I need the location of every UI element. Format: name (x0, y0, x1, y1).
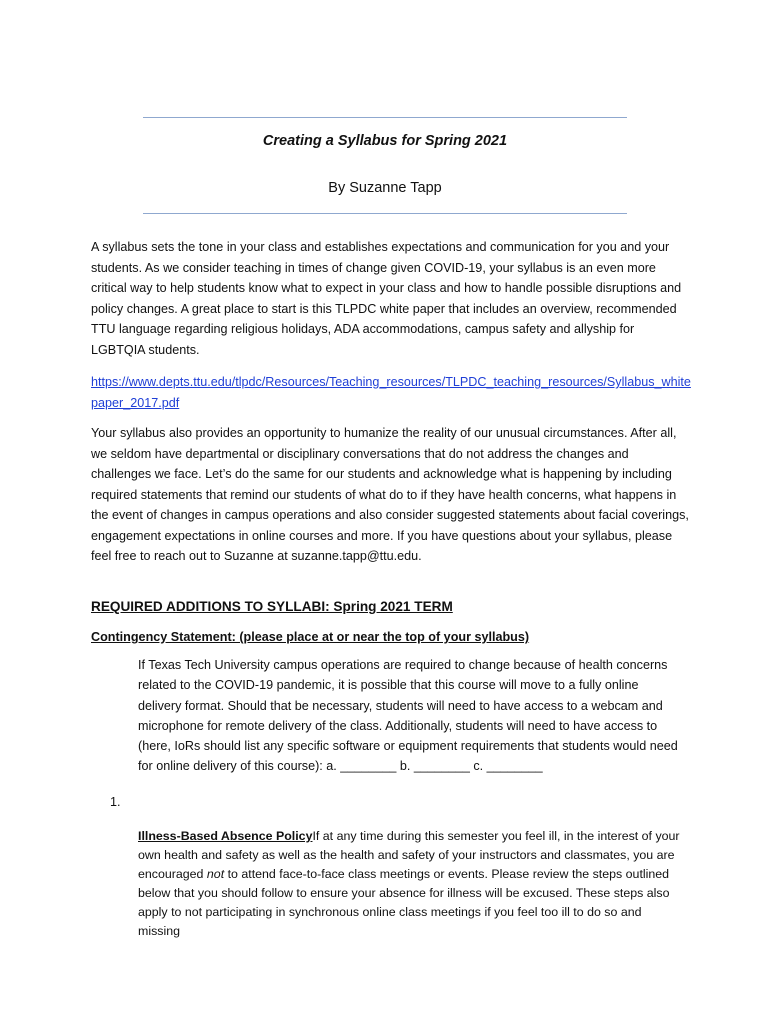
contingency-statement: If Texas Tech University campus operations are required to change because of health concerns related to the COVID-19 pandemic, it is possible that this course will move to a fully online delivery format. Should that be necessary, students will need to have access to a webcam and microphone for remote delivery of the class. Additionally, students will need to have access to (here, IoRs should list any specific software or equipment requirements that students would need for online delivery of this course): a. ________ b. ________ c. ________ (138, 658, 678, 774)
contingency-heading: Contingency Statement: (please place at or near the top of your syllabus) (91, 630, 530, 644)
illness-not-emphasis: not (206, 866, 225, 881)
intro-paragraph: A syllabus sets the tone in your class and establishes expectations and communication for you and your students. As we consider teaching in times of change given COVID-19, your syllabus is an even more critical way to help students know what to expect in your class and how to handle possible disruptions and policy changes. A great place to start is this TLPDC white paper that includes an overview, recommended TTU language regarding religious holidays, ADA accommodations, campus safety and allyship for LGBTQIA students. (91, 240, 682, 357)
illness-text-start: If at any time during this semester you feel ill, in the interest of your own health and safety as well as the health and safety of your instructors and classmates, you are encouraged (138, 829, 680, 881)
illness-policy-heading: Illness-Based Absence Policy (138, 829, 313, 843)
bottom-rule (143, 213, 627, 214)
illness-text-end: to attend face-to-face class meetings or events. Please review the steps outlined below that you should follow to ensure your absence for illness will be excused. These steps also apply to not participating in synchronous online class meetings if you feel too ill to do so and missing (138, 866, 670, 938)
humanize-paragraph: Your syllabus also provides an opportunity to humanize the reality of our unusual circumstances. After all, we seldom have departmental or disciplinary conversations that do not address the changes and challenges we face. Let’s do the same for our students and acknowledge what is happening by including required statements that remind our students of what do to if they have health concerns, what happens in the event of changes in campus operations and also consider suggested statements about facial coverings, engagement expectations in online courses and more. If you have questions about your syllabus, please feel free to reach out to Suzanne at suzanne.tapp@ttu.edu. (91, 426, 689, 563)
list-number: 1. (110, 795, 121, 809)
author-byline: By Suzanne Tapp (328, 180, 442, 196)
illness-policy-paragraph (138, 827, 683, 940)
section-heading: REQUIRED ADDITIONS TO SYLLABI: Spring 2021 TERM (91, 599, 453, 614)
whitepaper-link[interactable]: https://www.depts.ttu.edu/tlpdc/Resources/Teaching_resources/TLPDC_teaching_resources/Syllabus_whitepaper_2017.pdf (91, 375, 691, 410)
whitepaper-link-paragraph (91, 372, 691, 413)
top-rule (143, 117, 627, 118)
document-title: Creating a Syllabus for Spring 2021 (262, 133, 508, 149)
